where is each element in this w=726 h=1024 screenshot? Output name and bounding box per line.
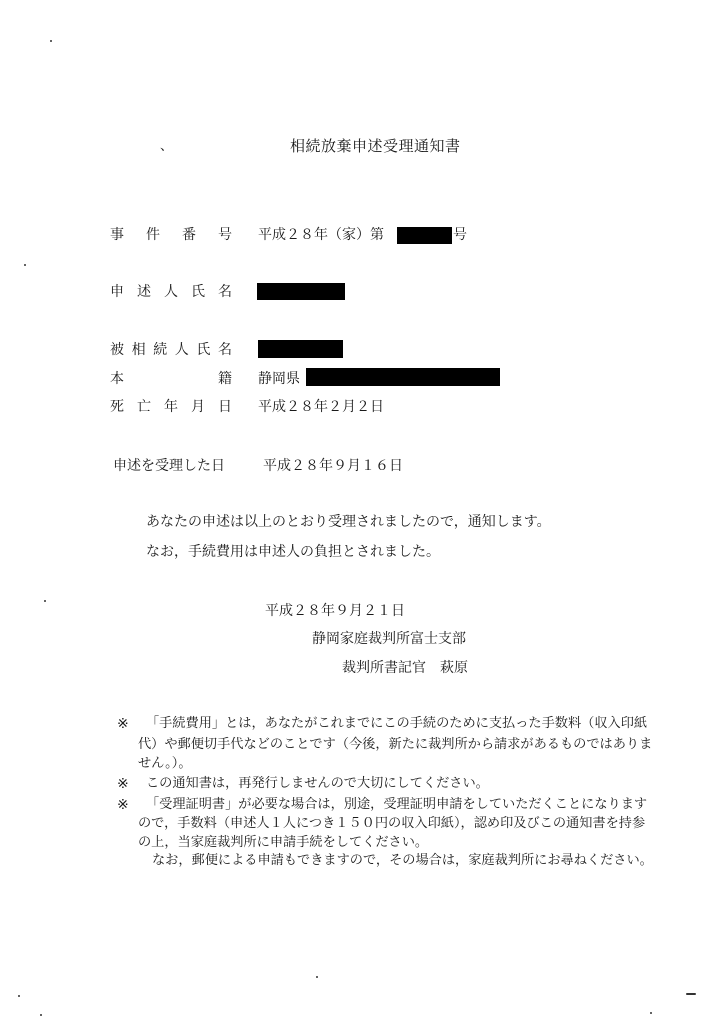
decedent-name-label — [110, 341, 232, 359]
body-line-1: あなたの申述は以上のとおり受理されましたので，通知します。 — [146, 514, 551, 530]
decedent-name-redaction — [258, 340, 343, 358]
label-char: 籍 — [218, 371, 232, 387]
case-number-prefix: 平成２８年（家）第 — [258, 227, 384, 243]
label-char: 相 — [131, 342, 146, 358]
label-char: 号 — [218, 227, 232, 243]
label-char: 名 — [218, 284, 232, 300]
scan-speck — [44, 600, 46, 602]
label-char: 事 — [110, 227, 124, 243]
case-number-label — [110, 226, 232, 244]
scan-speck — [650, 1012, 652, 1014]
scan-speck — [316, 976, 318, 978]
label-char: 年 — [164, 399, 178, 415]
label-char: 死 — [110, 399, 124, 415]
label-char: 名 — [217, 342, 232, 358]
scan-speck — [40, 1014, 42, 1016]
issuing-court: 静岡家庭裁判所富士支部 — [312, 631, 466, 647]
note-3-line-3: の上，当家庭裁判所に申請手続をしてください。 — [138, 835, 429, 850]
label-char: 本 — [110, 371, 124, 387]
acceptance-date-value: 平成２８年９月１６日 — [263, 458, 403, 474]
note-3-line-4: なお，郵便による申請もできますので，その場合は，家庭裁判所にお尋ねください。 — [152, 853, 653, 868]
label-char: 氏 — [191, 284, 205, 300]
scan-speck — [686, 993, 696, 995]
label-char: 氏 — [196, 342, 211, 358]
registered-domicile-redaction — [306, 368, 500, 386]
label-char: 月 — [191, 399, 205, 415]
label-char: 述 — [137, 284, 151, 300]
note-1-line-1: 「手続費用」とは，あなたがこれまでにこの手続のために支払った手数料（収入印紙 — [146, 716, 648, 731]
acceptance-date-label: 申述を受理した日 — [113, 458, 225, 474]
label-char: 申 — [110, 284, 124, 300]
label-char: 続 — [153, 342, 168, 358]
note-mark: ※ — [117, 776, 129, 792]
note-mark: ※ — [117, 716, 129, 732]
issue-date: 平成２８年９月２１日 — [265, 603, 405, 619]
label-char: 亡 — [137, 399, 151, 415]
document-title: 相続放棄申述受理通知書 — [290, 137, 461, 155]
court-clerk: 裁判所書記官 萩原 — [342, 660, 468, 676]
stray-mark: 、 — [160, 139, 174, 154]
applicant-name-redaction — [257, 283, 345, 300]
scan-speck — [24, 264, 26, 266]
label-char: 日 — [218, 399, 232, 415]
date-of-death-label — [110, 398, 232, 416]
date-of-death-value: 平成２８年２月２日 — [258, 399, 384, 415]
applicant-name-label — [110, 283, 232, 301]
label-char: 被 — [110, 342, 124, 358]
note-mark: ※ — [117, 797, 129, 813]
scan-speck — [50, 40, 52, 42]
note-1-line-2: 代）や郵便切手代などのことです（今後，新たに裁判所から請求があるものではありま — [138, 737, 653, 752]
label-char: 人 — [164, 284, 178, 300]
registered-domicile-prefix: 静岡県 — [258, 371, 300, 387]
registered-domicile-label — [110, 370, 232, 388]
label-char: 人 — [174, 342, 189, 358]
note-1-line-3: せん。）。 — [138, 756, 192, 771]
case-number-suffix: 号 — [453, 227, 467, 243]
case-number-redaction — [397, 227, 452, 244]
label-char: 番 — [182, 227, 196, 243]
note-3-line-2: ので，手数料（申述人１人につき１５０円の収入印紙），認め印及びこの通知書を持参 — [138, 816, 646, 831]
note-3-line-1: 「受理証明書」が必要な場合は，別途，受理証明申請をしていただくことになります — [146, 797, 648, 812]
note-2: この通知書は，再発行しませんので大切にしてください。 — [146, 776, 489, 791]
body-line-2: なお，手続費用は申述人の負担とされました。 — [146, 544, 440, 560]
scan-speck — [18, 995, 20, 997]
label-char: 件 — [146, 227, 160, 243]
